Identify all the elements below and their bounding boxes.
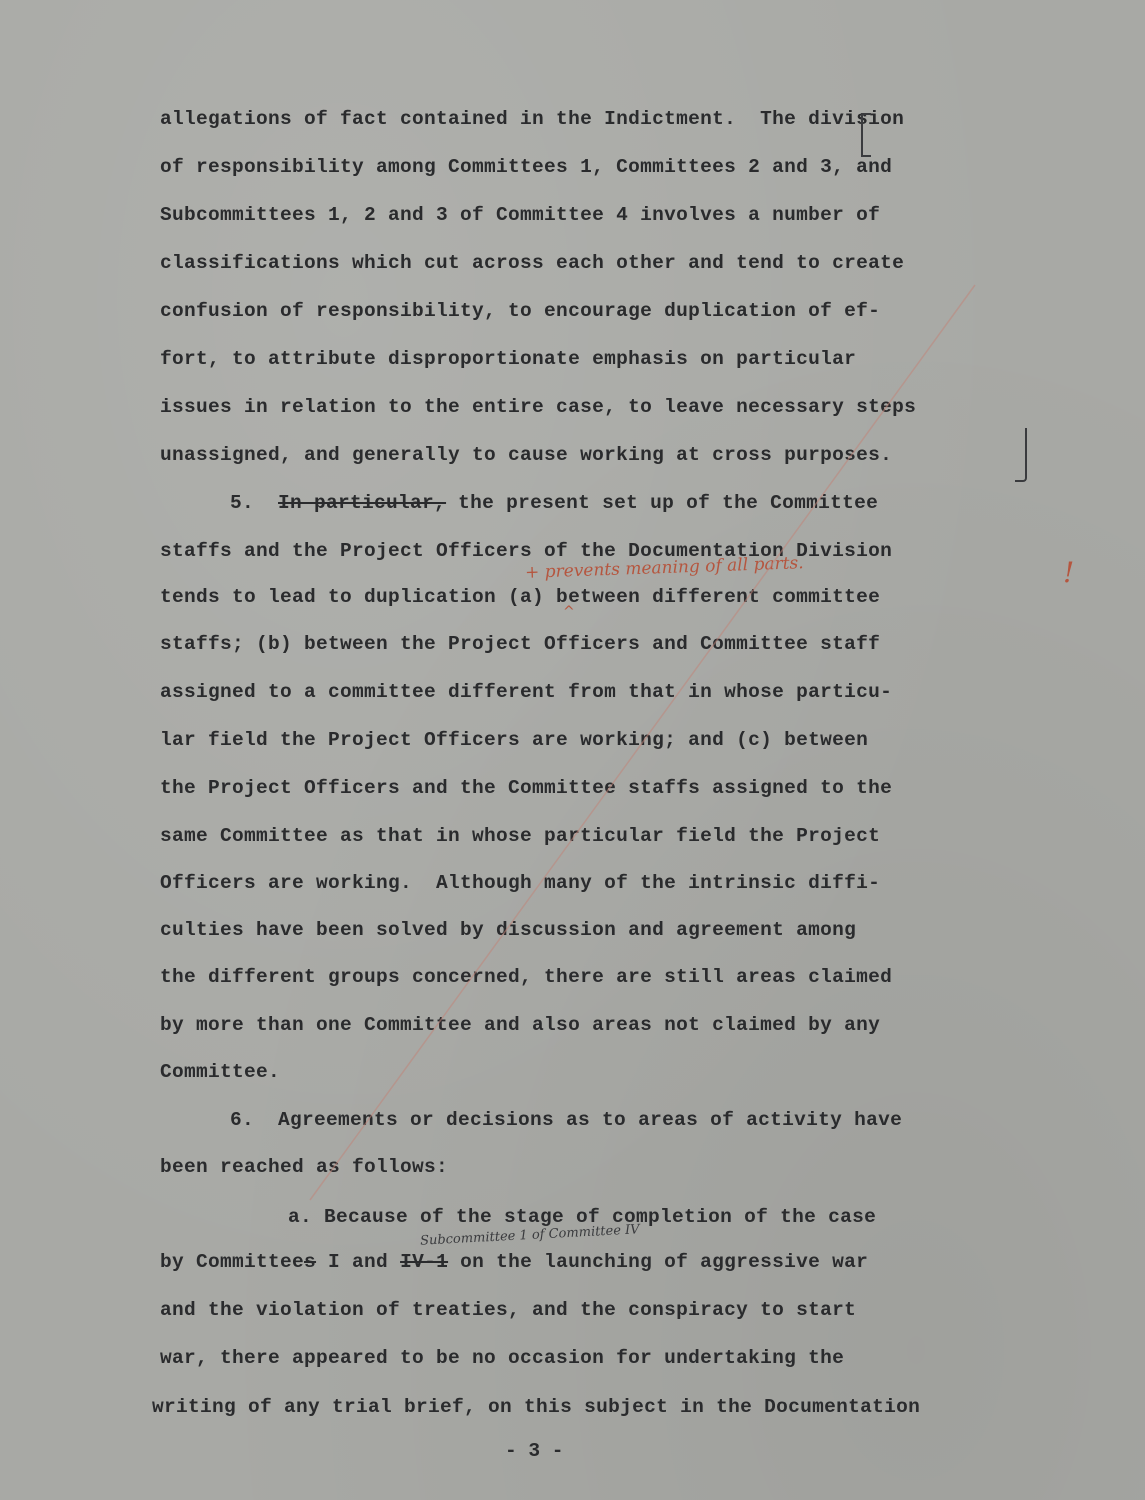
text-line: by more than one Committee and also areas not claimed by any <box>160 1014 881 1036</box>
paragraph-number: 5. <box>230 492 255 514</box>
text-line: war, there appeared to be no occasion for undertaking the <box>160 1347 845 1369</box>
text-line: classifications which cut across each other and tend to create <box>160 252 905 274</box>
text-segment: by Committee <box>160 1251 305 1273</box>
text-segment: on the launching of aggressive war <box>448 1251 869 1273</box>
text-line: Committee. <box>160 1061 281 1083</box>
text-line: issues in relation to the entire case, to leave necessary steps <box>160 396 917 418</box>
struck-text: In particular, <box>278 492 447 514</box>
text-line: staffs and the Project Officers of the Documentation Division <box>160 540 893 562</box>
text-line: the Project Officers and the Committee staffs assigned to the <box>160 777 893 799</box>
page-number: - 3 - <box>505 1440 564 1462</box>
text-line: been reached as follows: <box>160 1156 449 1178</box>
handwritten-insert-red: + prevents meaning of all parts. <box>524 553 804 583</box>
text-line: of responsibility among Committees 1, Committees 2 and 3, and <box>160 156 893 178</box>
text-line: same Committee as that in whose particular field the Project <box>160 825 881 847</box>
text-line: culties have been solved by discussion and agreement among <box>160 919 857 941</box>
handwritten-insert-ink: Subcommittee 1 of Committee IV <box>419 1222 640 1249</box>
text-line: tends to lead to duplication (a) between different committee <box>160 586 881 608</box>
text-line: staffs; (b) between the Project Officers and Committee staff <box>160 633 881 655</box>
text-segment: I and <box>316 1251 401 1273</box>
text-line: the different groups concerned, there are still areas claimed <box>160 966 893 988</box>
text-line: unassigned, and generally to cause working at cross purposes. <box>160 444 893 466</box>
text-line: fort, to attribute disproportionate emphasis on particular <box>160 348 857 370</box>
text-line: Subcommittees 1, 2 and 3 of Committee 4 involves a number of <box>160 204 881 226</box>
text-line: writing of any trial brief, on this subject in the Documentation <box>152 1396 921 1418</box>
margin-exclamation: ! <box>1063 556 1075 589</box>
text-line: confusion of responsibility, to encourage duplication of ef- <box>160 300 881 322</box>
text-line: Officers are working. Although many of the intrinsic diffi- <box>160 872 881 894</box>
text-line: and the violation of treaties, and the conspiracy to start <box>160 1299 857 1321</box>
text-line: a. Because of the stage of completion of the case <box>288 1206 877 1228</box>
text-line: lar field the Project Officers are working; and (c) between <box>160 729 869 751</box>
text-line: 6. Agreements or decisions as to areas of activity have <box>230 1109 903 1131</box>
text-segment: the present set up of the Committee <box>458 492 879 514</box>
struck-text: IV-1 <box>400 1251 449 1273</box>
struck-text: s <box>304 1251 317 1273</box>
text-line: allegations of fact contained in the Indictment. The division <box>160 108 905 130</box>
insert-caret-icon: ^ <box>563 604 575 620</box>
text-line: assigned to a committee different from that in whose particu- <box>160 681 893 703</box>
